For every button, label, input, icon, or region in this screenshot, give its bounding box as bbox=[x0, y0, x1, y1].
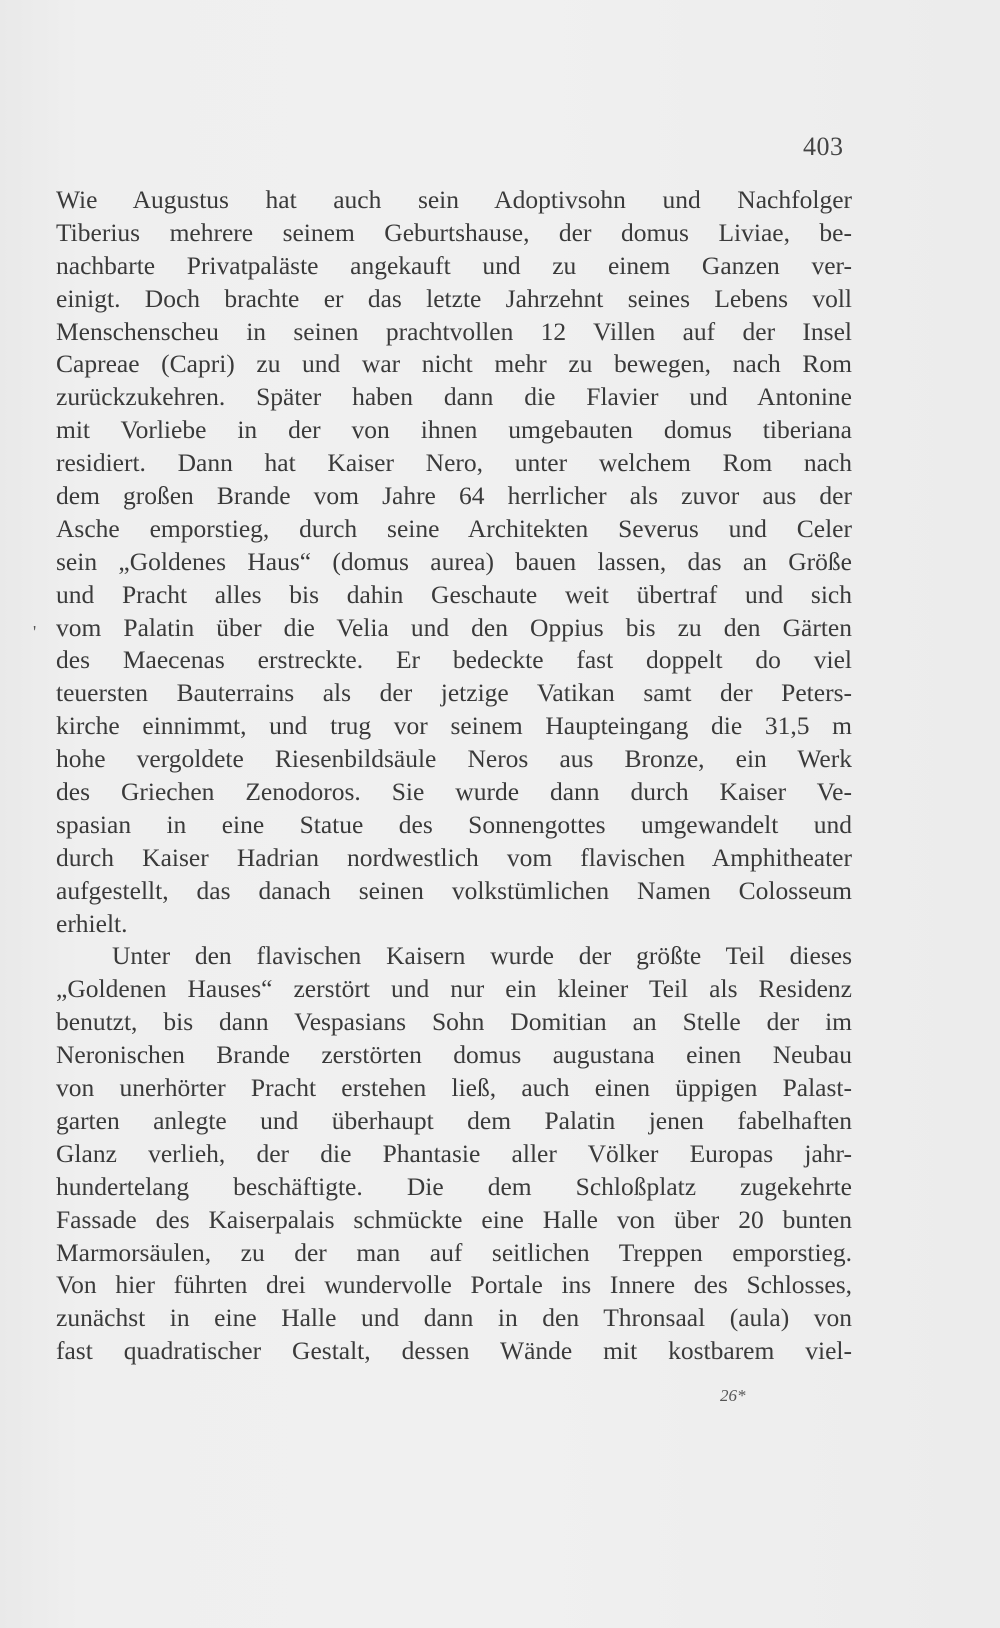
text-line: Fassade des Kaiserpalais schmückte eine Halle von über 20 bunten bbox=[56, 1204, 852, 1234]
text-line: Von hier führten drei wundervolle Portale ins Innere des Schlosses, bbox=[56, 1270, 852, 1300]
text-line: Neronischen Brande zerstörten domus augustana einen Neubau bbox=[56, 1040, 852, 1070]
text-line: des Maecenas erstreckte. Er bedeckte fast doppelt do viel bbox=[56, 645, 852, 675]
text-line: spasian in eine Statue des Sonnengottes umgewandelt und bbox=[56, 809, 852, 839]
page-number: 403 bbox=[803, 132, 844, 161]
text-line: durch Kaiser Hadrian nordwestlich vom flavischen Amphitheater bbox=[56, 842, 852, 872]
text-line: aufgestellt, das danach seinen volkstümlichen Namen Colosseum bbox=[56, 875, 852, 905]
text-line: benutzt, bis dann Vespasians Sohn Domitian an Stelle der im bbox=[56, 1007, 852, 1037]
text-line: teuersten Bauterrains als der jetzige Vatikan samt der Peters- bbox=[56, 678, 852, 708]
text-line: kirche einnimmt, und trug vor seinem Haupteingang die 31,5 m bbox=[56, 711, 852, 741]
text-line: fast quadratischer Gestalt, dessen Wände mit kostbarem viel- bbox=[56, 1336, 852, 1366]
text-line: des Griechen Zenodoros. Sie wurde dann durch Kaiser Ve- bbox=[56, 777, 852, 807]
text-line: mit Vorliebe in der von ihnen umgebauten domus tiberiana bbox=[56, 415, 852, 445]
text-line: einigt. Doch brachte er das letzte Jahrzehnt seines Lebens voll bbox=[56, 283, 852, 313]
signature-mark: 26* bbox=[720, 1386, 746, 1405]
text-line: Wie Augustus hat auch sein Adoptivsohn und Nachfolger bbox=[56, 185, 852, 214]
margin-mark: ' bbox=[33, 622, 37, 642]
text-line: Marmorsäulen, zu der man auf seitlichen Treppen emporstieg. bbox=[56, 1237, 852, 1267]
text-line: garten anlegte und überhaupt dem Palatin jenen fabelhaften bbox=[56, 1105, 852, 1135]
text-line: und Pracht alles bis dahin Geschaute weit übertraf und sich bbox=[56, 579, 852, 609]
text-line: vom Palatin über die Velia und den Oppius bis zu den Gärten bbox=[56, 612, 852, 642]
text-line: Asche emporstieg, durch seine Architekten Severus und Celer bbox=[56, 513, 852, 543]
text-line: Glanz verlieh, der die Phantasie aller Völker Europas jahr- bbox=[56, 1138, 852, 1168]
text-line: hundertelang beschäftigte. Die dem Schloßplatz zugekehrte bbox=[56, 1171, 852, 1201]
text-line: zunächst in eine Halle und dann in den Thronsaal (aula) von bbox=[56, 1303, 852, 1333]
paragraph-end-line: erhielt. bbox=[56, 908, 128, 938]
text-line: Menschenscheu in seinen prachtvollen 12 Villen auf der Insel bbox=[56, 316, 852, 346]
text-line: hohe vergoldete Riesenbildsäule Neros aus Bronze, ein Werk bbox=[56, 744, 852, 774]
text-line: zurückzukehren. Später haben dann die Flavier und Antonine bbox=[56, 382, 852, 412]
text-line: sein „Goldenes Haus“ (domus aurea) bauen lassen, das an Größe bbox=[56, 546, 852, 576]
text-line: „Goldenen Hauses“ zerstört und nur ein kleiner Teil als Residenz bbox=[56, 974, 852, 1004]
text-line: residiert. Dann hat Kaiser Nero, unter welchem Rom nach bbox=[56, 448, 852, 478]
paragraph-start-line: Unter den flavischen Kaisern wurde der größte Teil dieses bbox=[112, 941, 852, 971]
text-line: Tiberius mehrere seinem Geburtshause, der domus Liviae, be- bbox=[56, 217, 852, 247]
body-text bbox=[56, 184, 852, 1368]
text-line: Capreae (Capri) zu und war nicht mehr zu bewegen, nach Rom bbox=[56, 349, 852, 379]
text-line: nachbarte Privatpaläste angekauft und zu einem Ganzen ver- bbox=[56, 250, 852, 280]
text-line: von unerhörter Pracht erstehen ließ, auch einen üppigen Palast- bbox=[56, 1073, 852, 1103]
text-line: dem großen Brande vom Jahre 64 herrlicher als zuvor aus der bbox=[56, 481, 852, 511]
